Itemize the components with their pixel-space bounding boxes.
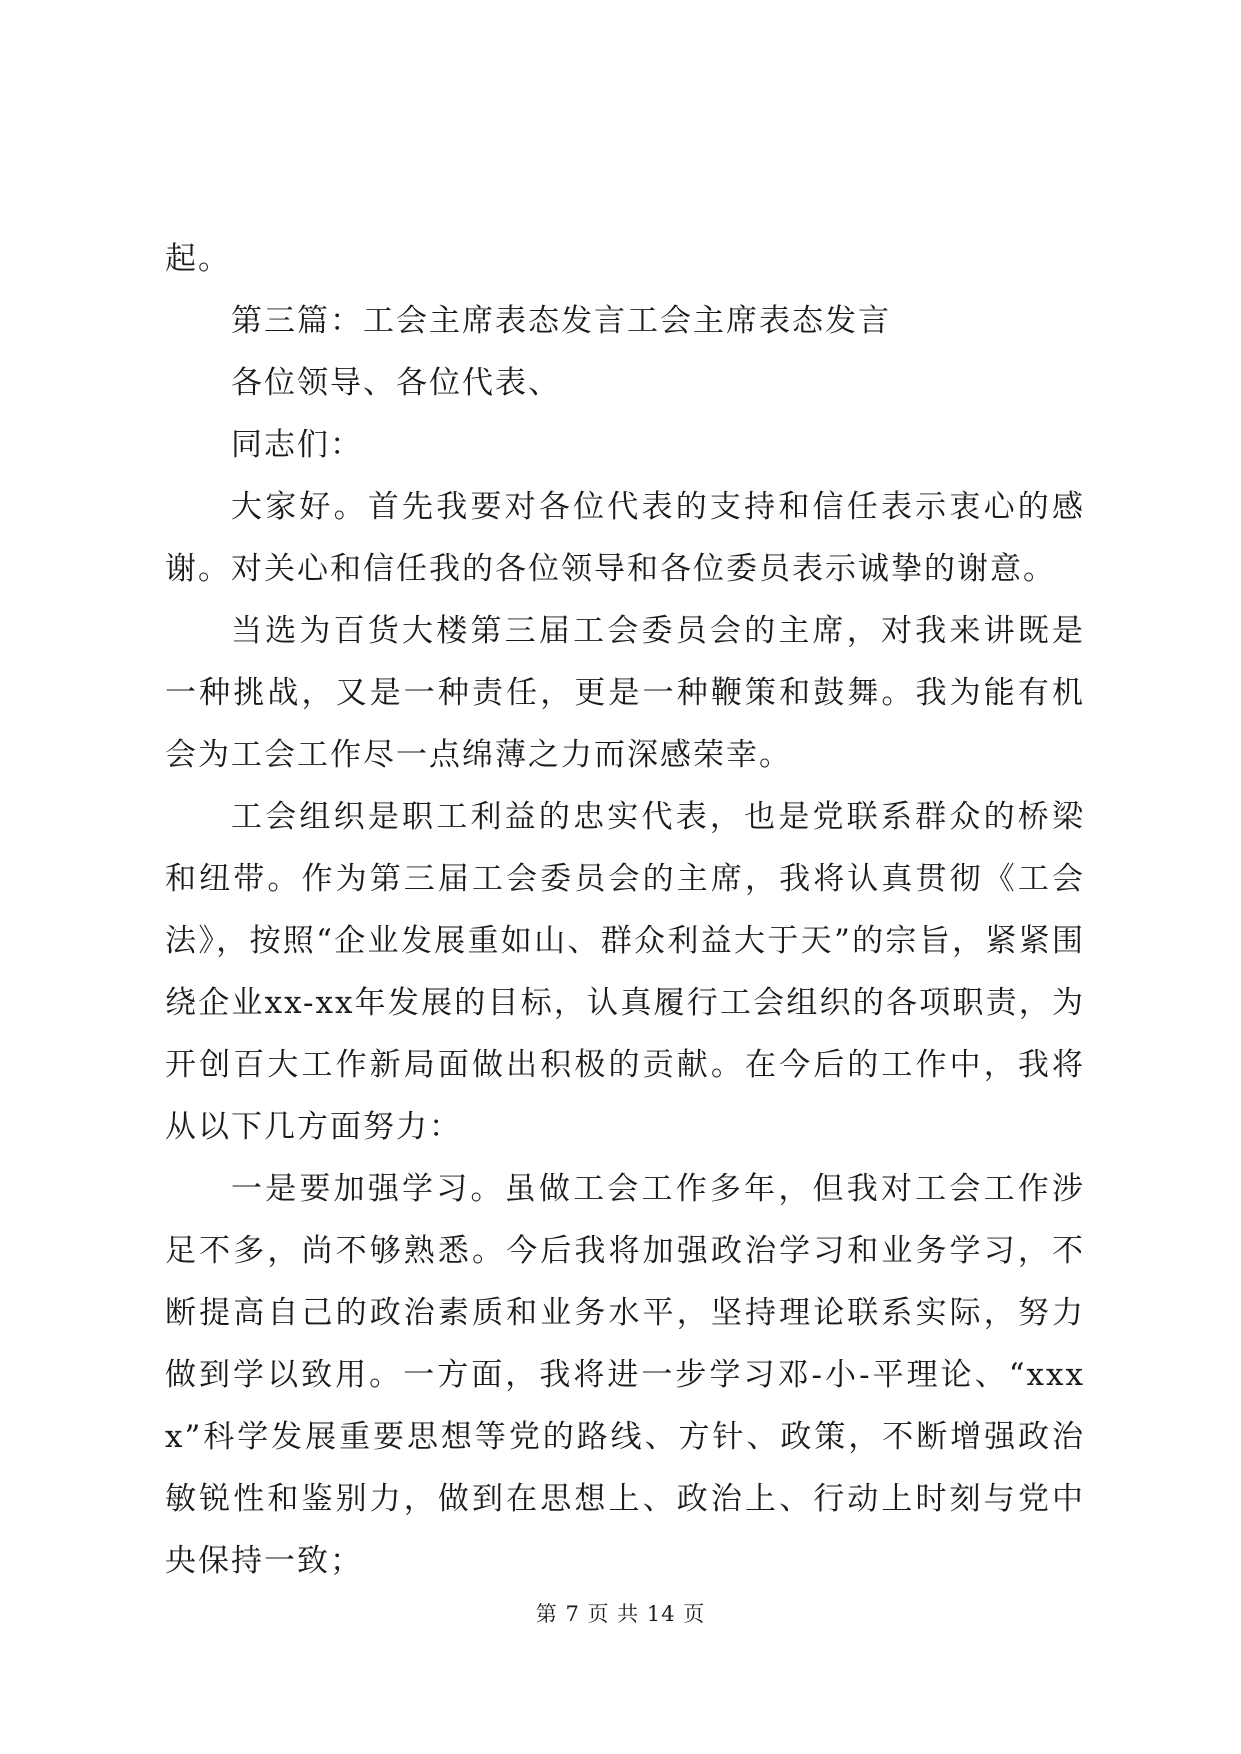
body-paragraph: 大家好。首先我要对各位代表的支持和信任表示衷心的感谢。对关心和信任我的各位领导和各位委员表示诚挚的谢意。 <box>165 489 1085 587</box>
body-paragraph: 当选为百货大楼第三届工会委员会的主席，对我来讲既是一种挑战，又是一种责任，更是一种鞭策和鼓舞。我为能有机会为工会工作尽一点绵薄之力而深感荣幸。 <box>165 613 1085 773</box>
page-number-footer: 第 7 页 共 14 页 <box>535 1602 706 1626</box>
body-paragraph: 工会组织是职工利益的忠实代表，也是党联系群众的桥梁和纽带。作为第三届工会委员会的主席，我将认真贯彻《工会法》，按照“企业发展重如山、群众利益大于天”的宗旨，紧紧围绕企业xx-xx年发展的目标，认真履行工会组织的各项职责，为开创百大工作新局面做出积极的贡献。在今后的工作中，我将从以下几方面努力： <box>165 799 1085 1145</box>
salutation-line: 各位领导、各位代表、 <box>231 365 561 401</box>
salutation-line: 同志们： <box>231 427 363 463</box>
section-heading: 第三篇：工会主席表态发言工会主席表态发言 <box>231 303 891 339</box>
body-paragraph: 一是要加强学习。虽做工会工作多年，但我对工会工作涉足不多，尚不够熟悉。今后我将加强政治学习和业务学习，不断提高自己的政治素质和业务水平，坚持理论联系实际，努力做到学以致用。一方面，我将进一步学习邓-小-平理论、“xxxx”科学发展重要思想等党的路线、方针、政策，不断增强政治敏锐性和鉴别力，做到在思想上、政治上、行动上时刻与党中央保持一致； <box>165 1171 1085 1579</box>
paragraph-continuation: 起。 <box>165 241 231 277</box>
document-body <box>165 228 1085 1592</box>
